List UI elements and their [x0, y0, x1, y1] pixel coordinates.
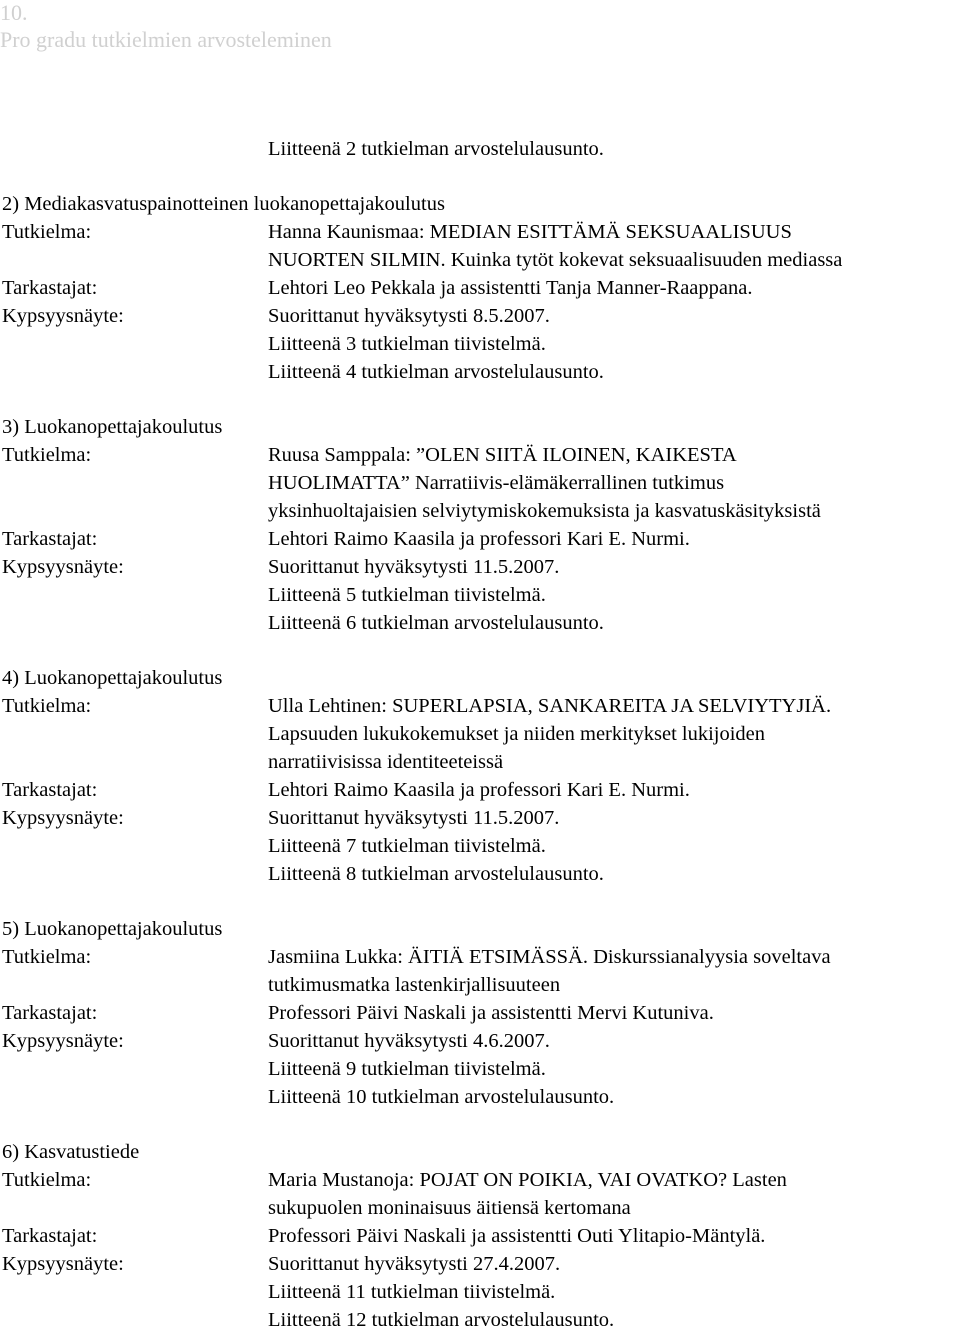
- section-title: 4) Luokanopettajakoulutus: [2, 667, 223, 689]
- field-value: yksinhuoltajaisien selviytymiskokemuksista ja kasvatuskäsityksistä: [268, 500, 821, 522]
- field-label: Tarkastajat:: [2, 528, 98, 550]
- document-line: [0, 832, 960, 860]
- document-line: [0, 804, 960, 832]
- page-number: 10.: [0, 0, 28, 25]
- section-heading: [0, 915, 960, 943]
- document-line: [0, 218, 960, 246]
- document-line: [0, 581, 960, 609]
- field-label: Tutkielma:: [2, 946, 92, 968]
- document-line: [0, 246, 960, 274]
- document-line: [0, 609, 960, 637]
- field-value: Liitteenä 9 tutkielman tiivistelmä.: [268, 1058, 546, 1080]
- section-heading: [0, 190, 960, 218]
- field-value: Ulla Lehtinen: SUPERLAPSIA, SANKAREITA JA SELVIYTYJIÄ.: [268, 695, 832, 717]
- document-line: [0, 302, 960, 330]
- document-line: [0, 1027, 960, 1055]
- field-label: Tutkielma:: [2, 695, 92, 717]
- document-line: [0, 1166, 960, 1194]
- field-value: Liitteenä 5 tutkielman tiivistelmä.: [268, 584, 546, 606]
- document-line: [0, 1194, 960, 1222]
- section-heading: [0, 413, 960, 441]
- document-line: [0, 274, 960, 302]
- field-value: HUOLIMATTA” Narratiivis-elämäkerrallinen tutkimus: [268, 472, 725, 494]
- field-value: Liitteenä 8 tutkielman arvostelulausunto.: [268, 863, 604, 885]
- document-line: [0, 860, 960, 888]
- document-line: [0, 1222, 960, 1250]
- field-label: Kypsyysnäyte:: [2, 1030, 124, 1052]
- document-line: [0, 441, 960, 469]
- field-value: Liitteenä 6 tutkielman arvostelulausunto.: [268, 612, 604, 634]
- running-title: Pro gradu tutkielmien arvosteleminen: [0, 27, 332, 52]
- field-value: tutkimusmatka lastenkirjallisuuteen: [268, 974, 561, 996]
- field-value: Liitteenä 3 tutkielman tiivistelmä.: [268, 333, 546, 355]
- field-label: Tutkielma:: [2, 1169, 92, 1191]
- field-label: Tutkielma:: [2, 221, 92, 243]
- document-line: [0, 330, 960, 358]
- section-title: 5) Luokanopettajakoulutus: [2, 918, 223, 940]
- document-line: [0, 692, 960, 720]
- field-label: Tarkastajat:: [2, 1225, 98, 1247]
- field-value: Liitteenä 7 tutkielman tiivistelmä.: [268, 835, 546, 857]
- field-value: Liitteenä 4 tutkielman arvostelulausunto.: [268, 361, 604, 383]
- document-line: [0, 525, 960, 553]
- document-line: [0, 1055, 960, 1083]
- document-line: [0, 720, 960, 748]
- field-value: Lehtori Raimo Kaasila ja professori Kari E. Nurmi.: [268, 528, 690, 550]
- document-line: [0, 943, 960, 971]
- document-line: [0, 1083, 960, 1111]
- field-value: Suorittanut hyväksytysti 8.5.2007.: [268, 305, 550, 327]
- field-value: Suorittanut hyväksytysti 4.6.2007.: [268, 1030, 550, 1052]
- field-value: Suorittanut hyväksytysti 11.5.2007.: [268, 807, 560, 829]
- document-line: [0, 1250, 960, 1278]
- document-line: [0, 1278, 960, 1306]
- document-line: [0, 999, 960, 1027]
- section-heading: [0, 1138, 960, 1166]
- field-value: Ruusa Samppala: ”OLEN SIITÄ ILOINEN, KAIKESTA: [268, 444, 737, 466]
- field-label: Kypsyysnäyte:: [2, 556, 124, 578]
- field-value: Liitteenä 11 tutkielman tiivistelmä.: [268, 1281, 556, 1303]
- document-line: [0, 748, 960, 776]
- document-line: [0, 1306, 960, 1334]
- field-value: Liitteenä 2 tutkielman arvostelulausunto.: [268, 138, 604, 160]
- field-label: Tarkastajat:: [2, 277, 98, 299]
- document-line: [0, 497, 960, 525]
- field-value: Lehtori Leo Pekkala ja assistentti Tanja Manner-Raappana.: [268, 277, 753, 299]
- document-line: [0, 553, 960, 581]
- field-value: NUORTEN SILMIN. Kuinka tytöt kokevat seksuaalisuuden mediassa: [268, 249, 843, 271]
- field-value: Maria Mustanoja: POJAT ON POIKIA, VAI OVATKO? Lasten: [268, 1169, 787, 1191]
- field-value: Liitteenä 10 tutkielman arvostelulausunto.: [268, 1086, 615, 1108]
- field-value: Suorittanut hyväksytysti 27.4.2007.: [268, 1253, 561, 1275]
- field-label: Kypsyysnäyte:: [2, 807, 124, 829]
- section-title: 3) Luokanopettajakoulutus: [2, 416, 223, 438]
- document-line: [0, 469, 960, 497]
- field-label: Kypsyysnäyte:: [2, 305, 124, 327]
- section-heading: [0, 664, 960, 692]
- section-title: 2) Mediakasvatuspainotteinen luokanopettajakoulutus: [2, 193, 445, 215]
- field-value: Suorittanut hyväksytysti 11.5.2007.: [268, 556, 560, 578]
- section-title: 6) Kasvatustiede: [2, 1141, 140, 1163]
- field-label: Tarkastajat:: [2, 1002, 98, 1024]
- field-value: Lehtori Raimo Kaasila ja professori Kari E. Nurmi.: [268, 779, 690, 801]
- field-label: Tutkielma:: [2, 444, 92, 466]
- field-value: Lapsuuden lukukokemukset ja niiden merkitykset lukijoiden: [268, 723, 766, 745]
- field-label: Kypsyysnäyte:: [2, 1253, 124, 1275]
- field-value: Jasmiina Lukka: ÄITIÄ ETSIMÄSSÄ. Diskurssianalyysia soveltava: [268, 946, 831, 968]
- document-line: [0, 971, 960, 999]
- field-value: Professori Päivi Naskali ja assistentti Outi Ylitapio-Mäntylä.: [268, 1225, 766, 1247]
- document-line: [0, 135, 960, 163]
- field-value: Liitteenä 12 tutkielman arvostelulausunto.: [268, 1309, 615, 1331]
- field-value: narratiivisissa identiteeteissä: [268, 751, 504, 773]
- field-label: Tarkastajat:: [2, 779, 98, 801]
- field-value: Hanna Kaunismaa: MEDIAN ESITTÄMÄ SEKSUAALISUUS: [268, 221, 792, 243]
- field-value: Professori Päivi Naskali ja assistentti Mervi Kutuniva.: [268, 1002, 714, 1024]
- field-value: sukupuolen moninaisuus äitiensä kertomana: [268, 1197, 631, 1219]
- document-line: [0, 776, 960, 804]
- document-line: [0, 358, 960, 386]
